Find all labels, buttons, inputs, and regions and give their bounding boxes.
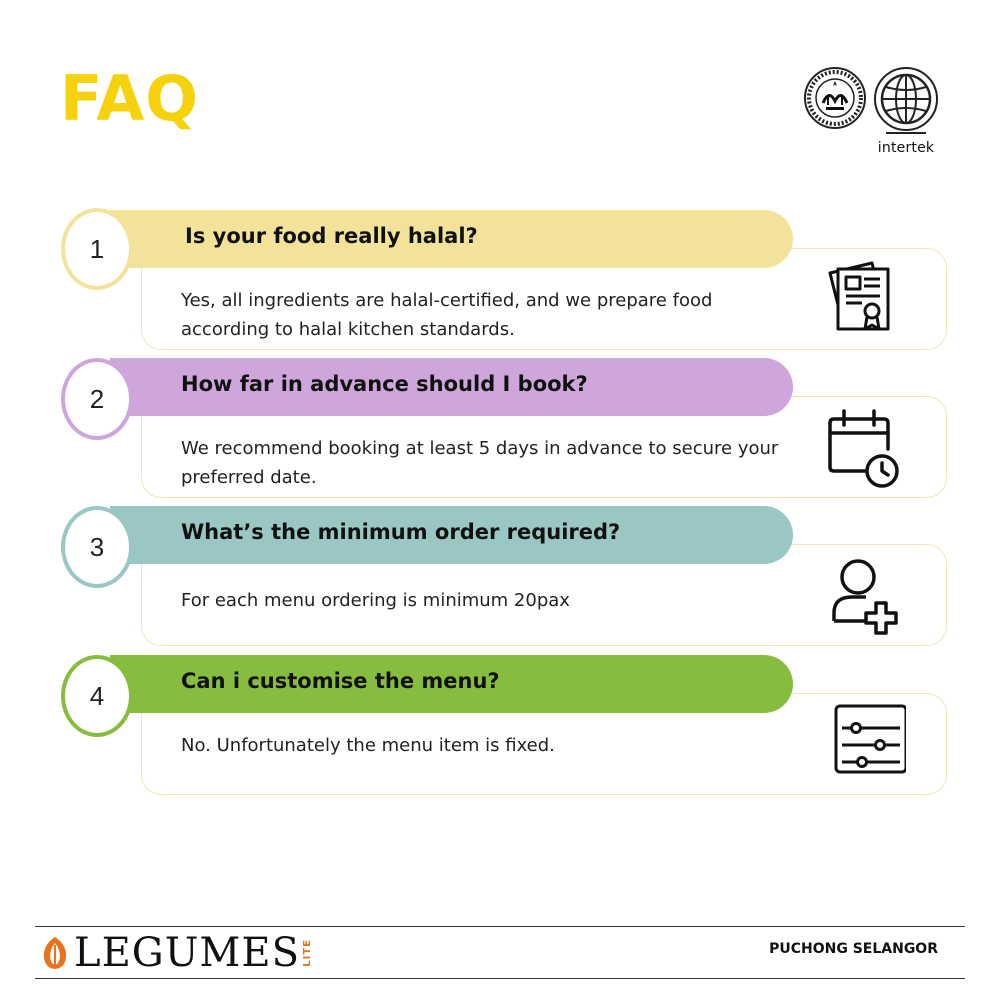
answer-text: Yes, all ingredients are halal-certified, and we prepare food according to halal kitchen standards. xyxy=(181,290,713,340)
faq-item-2 xyxy=(0,358,1000,508)
legumes-leaf-icon xyxy=(42,935,68,971)
answer-text: For each menu ordering is minimum 20pax xyxy=(181,590,570,611)
answer-text: We recommend booking at least 5 days in advance to secure your preferred date. xyxy=(181,438,779,488)
faq-item-1 xyxy=(0,210,1000,360)
footer-divider-top xyxy=(35,926,965,927)
certificate-icon xyxy=(822,255,906,345)
page-title: FAQ xyxy=(60,62,199,135)
intertek-logo xyxy=(872,65,940,161)
faq-item-4 xyxy=(0,655,1000,805)
legumes-logo xyxy=(42,931,313,975)
number-badge: 4 xyxy=(61,655,133,737)
footer-divider-bottom xyxy=(35,978,965,979)
brand-name: LEGUMES xyxy=(74,930,300,976)
question-text: What’s the minimum order required? xyxy=(181,520,621,544)
question-text: How far in advance should I book? xyxy=(181,372,588,396)
add-user-icon xyxy=(822,551,906,641)
brand-suffix: LITE xyxy=(301,939,313,967)
number-badge: 2 xyxy=(61,358,133,440)
number-badge: 1 xyxy=(61,208,133,290)
location-text: PUCHONG SELANGOR xyxy=(769,941,938,957)
calendar-clock-icon xyxy=(822,403,906,493)
answer-text: No. Unfortunately the menu item is fixed. xyxy=(181,735,555,756)
intertek-wordmark: intertek xyxy=(877,140,935,156)
sliders-icon xyxy=(822,700,906,790)
question-text: Can i customise the menu? xyxy=(181,669,500,693)
halal-logo xyxy=(804,67,866,129)
faq-item-3 xyxy=(0,506,1000,656)
number-badge: 3 xyxy=(61,506,133,588)
question-text: Is your food really halal? xyxy=(185,224,478,248)
